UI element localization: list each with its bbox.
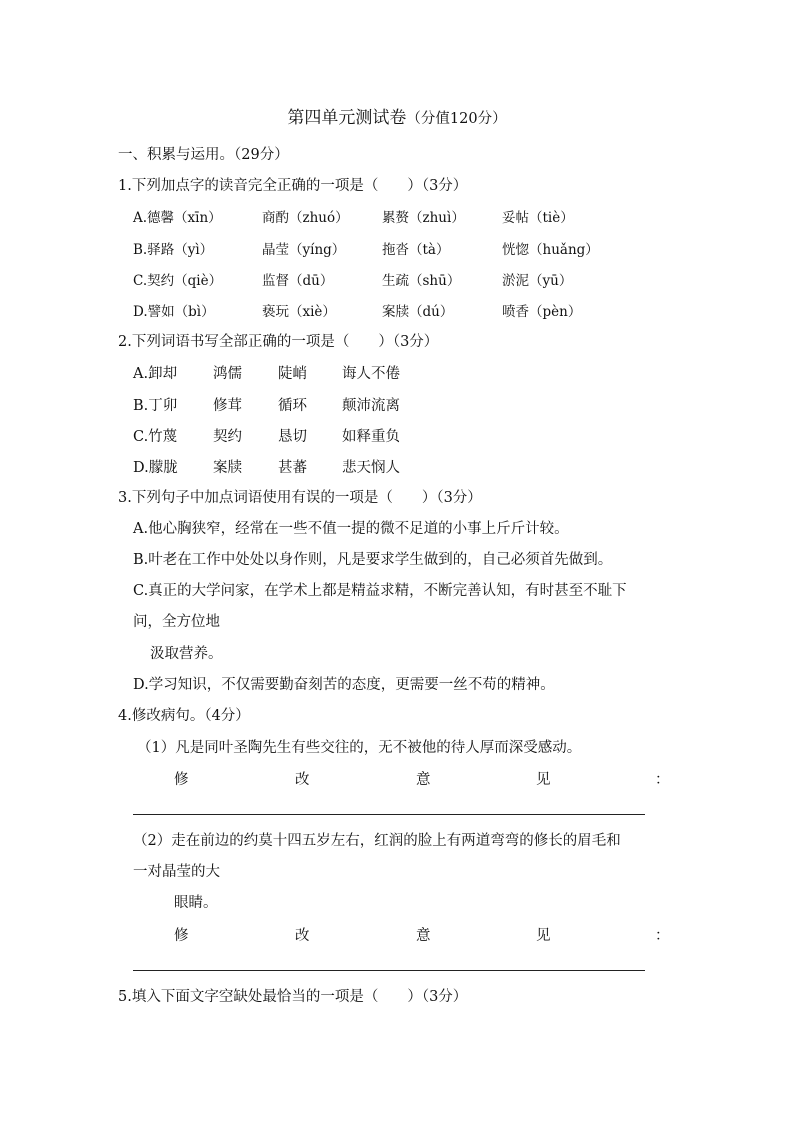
- q3-option-b: B.叶老在工作中处处以身作则，凡是要求学生做到的，自己必须首先做到。: [133, 552, 613, 568]
- title-score: （分值120分）: [406, 111, 507, 127]
- title-main: 第四单元测试卷: [287, 108, 407, 128]
- q4-stem: 4.修改病句。（4分）: [118, 708, 250, 724]
- exam-page: 第四单元测试卷（分值120分） 一、积累与运用。（29分） 1.下列加点字的读音完全正确的一项是（ ）（3分） A.德馨（xīn） 商酌（zhuó） 累赘（zhuì） 妥帖（tiè） B.驿路（yì） 晶莹（yíng） 拖沓（tà） 恍惚（huǎng） C.契约（qiè） 监督（dū） 生疏（shū） 淤泥（yū） D.譬如（bì） 亵玩（xiè） 案牍（dú） 喷香（pèn） 2.下列词语书写全部正确的一项是（ ）（3分） A.卸却 鸿儒 陡峭 诲人不倦 B.丁卯 修茸 循环 颠沛流离 C.竹蔑 契约 恳切 如释重负 D.朦胧 案牍 甚蕃 悲天悯人 3.下列句子中加点词语使用有误的一项是（ ）（3分） A.他心胸狭窄，经常在一些不值一提的微不足道的小事上斤斤计较。 B.叶老在工作中处处以身作则，凡是要求学生做到的，自己必须首先做到。 C.真正的大学问家，在学术上都是精益求精，不断完善认知，有时甚至不耻下 问，全方位地 汲取营养。 D.学习知识，不仅需要勤奋刻苦的态度，更需要一丝不苟的精神。 4.修改病句。（4分） （1）凡是同叶圣陶先生有些交往的，无不被他的待人厚而深受感动。 修 改 意 见 ： （2）走在前边的约莫十四五岁左右，红润的脸上有两道弯弯的修长的眉毛和 一对晶莹的大 眼睛。 修 改 意 见 ： 5.填入下面文字空缺处最恰当的一项是（ ）（3分）: [0, 0, 794, 1123]
- q1-stem: 1.下列加点字的读音完全正确的一项是（ ）（3分）: [118, 178, 468, 194]
- q3-option-d: D.学习知识，不仅需要勤奋刻苦的态度，更需要一丝不苟的精神。: [133, 677, 555, 693]
- q4-sentence-1: （1）凡是同叶圣陶先生有些交往的，无不被他的待人厚而深受感动。: [137, 740, 582, 756]
- q2-stem: 2.下列词语书写全部正确的一项是（ ）（3分）: [118, 334, 439, 350]
- q3-option-a: A.他心胸狭窄，经常在一些不值一提的微不足道的小事上斤斤计较。: [133, 521, 569, 537]
- q4-sentence-2-line1: （2）走在前边的约莫十四五岁左右，红润的脸上有两道弯弯的修长的眉毛和: [133, 833, 621, 849]
- q3-stem: 3.下列句子中加点词语使用有误的一项是（ ）（3分）: [118, 490, 482, 506]
- answer-line-2[interactable]: [133, 970, 645, 971]
- q4-sentence-2-line2: 一对晶莹的大: [133, 864, 220, 880]
- q4-sentence-2-line3: 眼睛。: [174, 895, 218, 911]
- q3-option-c-line1: C.真正的大学问家，在学术上都是精益求精，不断完善认知，有时甚至不耻下: [133, 583, 627, 599]
- q3-option-c-line2: 问，全方位地: [133, 614, 220, 630]
- q5-stem: 5.填入下面文字空缺处最恰当的一项是（ ）（3分）: [118, 989, 468, 1005]
- answer-line-1[interactable]: [133, 814, 645, 815]
- page-title: [0, 106, 794, 131]
- section-heading: 一、积累与运用。（29分）: [118, 147, 289, 163]
- q3-option-c-line3: 汲取营养。: [150, 646, 223, 662]
